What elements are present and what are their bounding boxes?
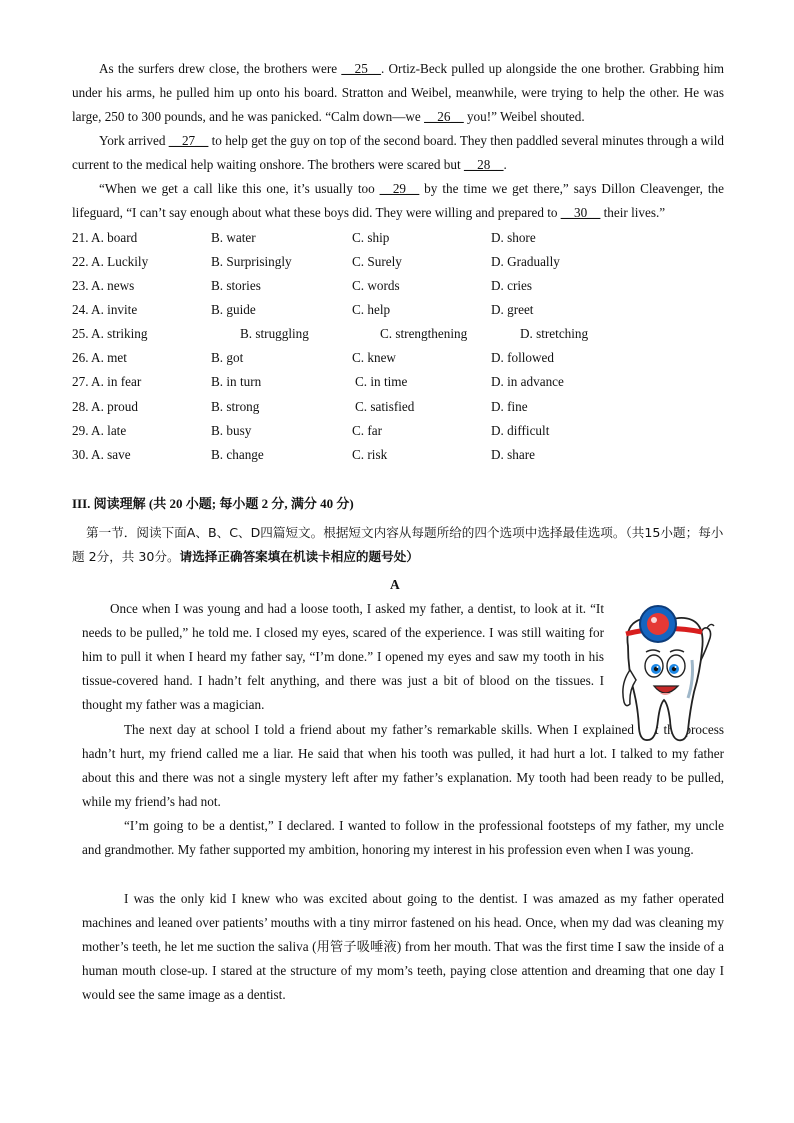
option: D. greet [491, 302, 534, 317]
cloze-text: York arrived [99, 133, 169, 148]
instruction-note: 请选择正确答案填在机读卡相应的题号处） [179, 549, 419, 564]
option: B. change [211, 447, 264, 462]
option: B. Surprisingly [211, 254, 292, 269]
option: C. far [352, 423, 383, 438]
option-row-27 [72, 370, 732, 394]
passage-paragraph-1 [82, 597, 604, 717]
cloze-text: . [503, 157, 507, 172]
option: C. help [352, 302, 391, 317]
option: D. Gradually [491, 254, 560, 269]
option: B. struggling [240, 326, 309, 341]
option: D. in advance [491, 374, 564, 389]
option: D. fine [491, 399, 528, 414]
cloze-text: by the time we get there,” says Dillon Cleavenger, the lifeguard, “I can’t say enough about what these boys did. They were willing and prepared to [72, 181, 724, 220]
option-row-22 [72, 250, 732, 274]
option: 22. A. Luckily [72, 254, 149, 269]
option: B. got [211, 350, 244, 365]
option-row-26 [72, 346, 732, 370]
option: 24. A. invite [72, 302, 138, 317]
option: B. stories [211, 278, 261, 293]
option: 29. A. late [72, 423, 127, 438]
option: 26. A. met [72, 350, 127, 365]
option: C. ship [352, 230, 390, 245]
option: D. share [491, 447, 535, 462]
passage-paragraph-3 [82, 814, 724, 862]
passage-label: A [390, 577, 400, 592]
option: D. difficult [491, 423, 550, 438]
option: C. Surely [352, 254, 402, 269]
blank-25: __25__ [341, 61, 381, 76]
option-row-25 [72, 322, 732, 346]
option: C. in time [355, 374, 408, 389]
blank-28: __28__ [463, 157, 504, 172]
option: 23. A. news [72, 278, 135, 293]
option: C. knew [352, 350, 396, 365]
blank-27: __27__ [168, 133, 209, 148]
option: D. shore [491, 230, 536, 245]
blank-30: __30__ [560, 205, 601, 220]
option: D. followed [491, 350, 554, 365]
option: C. risk [352, 447, 388, 462]
cloze-paragraph-1 [72, 57, 724, 129]
option: C. words [352, 278, 400, 293]
cloze-text: you!” Weibel shouted. [463, 109, 585, 124]
option: B. guide [211, 302, 256, 317]
option: C. satisfied [355, 399, 415, 414]
option: 30. A. save [72, 447, 131, 462]
option: B. strong [211, 399, 260, 414]
cloze-text: to help get the guy on top of the second board. They then paddled several minutes through a wild current to the medical help waiting onshore. The brothers were scared but [72, 133, 724, 172]
option-row-28 [72, 395, 732, 419]
instruction-text: 第一节．阅读下面A、B、C、D四篇短文。根据短文内容从每题所给的四个选项中选择最佳选项。（共15小题；每小题 2分，共 30分。 [72, 525, 724, 564]
cloze-paragraph-2 [72, 129, 724, 177]
passage-text: The next day at school I told a friend about my father’s remarkable skills. When I explained that the process hadn’t hurt, my friend called me a liar. He said that when his tooth was pulled, it had hurt a lot. I talked to my father about this and there was not a single mystery left after my father’s explanation. My tooth had been ready to be pulled, while my friend’s had not. [82, 722, 724, 809]
passage-paragraph-4 [82, 887, 724, 1007]
option: 25. A. striking [72, 326, 148, 341]
option-row-24 [72, 298, 732, 322]
cloze-text: As the surfers drew close, the brothers were [99, 61, 342, 76]
blank-29: __29__ [379, 181, 420, 196]
option: 28. A. proud [72, 399, 138, 414]
option: D. stretching [520, 326, 589, 341]
option-row-29 [72, 419, 732, 443]
blank-26: __26__ [424, 109, 464, 124]
cloze-text: “When we get a call like this one, it’s usually too [99, 181, 380, 196]
option: B. water [211, 230, 256, 245]
cloze-text: their lives.” [600, 205, 666, 220]
option: D. cries [491, 278, 533, 293]
option: C. strengthening [380, 326, 468, 341]
passage-text: I was the only kid I knew who was excited about going to the dentist. I was amazed as my father operated machines and leaned over patients’ mouths with a tiny mirror fastened on his head. Once, when my dad was cleaning my mother’s teeth, he let me suction the saliva (用管子吸唾液) from her mouth. That was the first time I saw the inside of a human mouth close-up. I stared at the structure of my mom’s teeth, paying close attention and dreaming that one day I would see the same image as a dentist. [82, 891, 724, 1002]
section-title: III. 阅读理解 (共 20 小题; 每小题 2 分, 满分 40 分) [72, 496, 354, 511]
option: 27. A. in fear [72, 374, 142, 389]
section-instructions [72, 521, 724, 569]
cloze-text: . Ortiz-Beck pulled up alongside the one brother. Grabbing him under his arms, he pulled him up onto his board. Stratton and Weibel, meanwhile, were trying to help the other. He was large, 250 to 300 pounds, and he was panicked. “Calm down—we [72, 61, 724, 124]
option-row-21 [72, 226, 732, 250]
passage-text: Once when I was young and had a loose tooth, I asked my father, a dentist, to look at it. “It needs to be pulled,” he told me. I closed my eyes, scared of the experience. I was still waiting for him to pull it when I heard my father say, “I’m done.” I opened my eyes and saw my tooth in his tissue-covered hand. I hadn’t felt anything, and there was just a bit of blood on the tissues. I thought my father was a magician. [82, 601, 604, 712]
option-row-30 [72, 443, 732, 467]
option-row-23 [72, 274, 732, 298]
option: B. busy [211, 423, 252, 438]
passage-text: “I’m going to be a dentist,” I declared. I wanted to follow in the professional footsteps of my father, my uncle and grandmother. My father supported my ambition, honoring my interest in his profession even when I was young. [82, 818, 724, 857]
option: 21. A. board [72, 230, 138, 245]
tooth-cartoon-illustration [614, 600, 722, 748]
cloze-paragraph-3 [72, 177, 724, 225]
option: B. in turn [211, 374, 262, 389]
